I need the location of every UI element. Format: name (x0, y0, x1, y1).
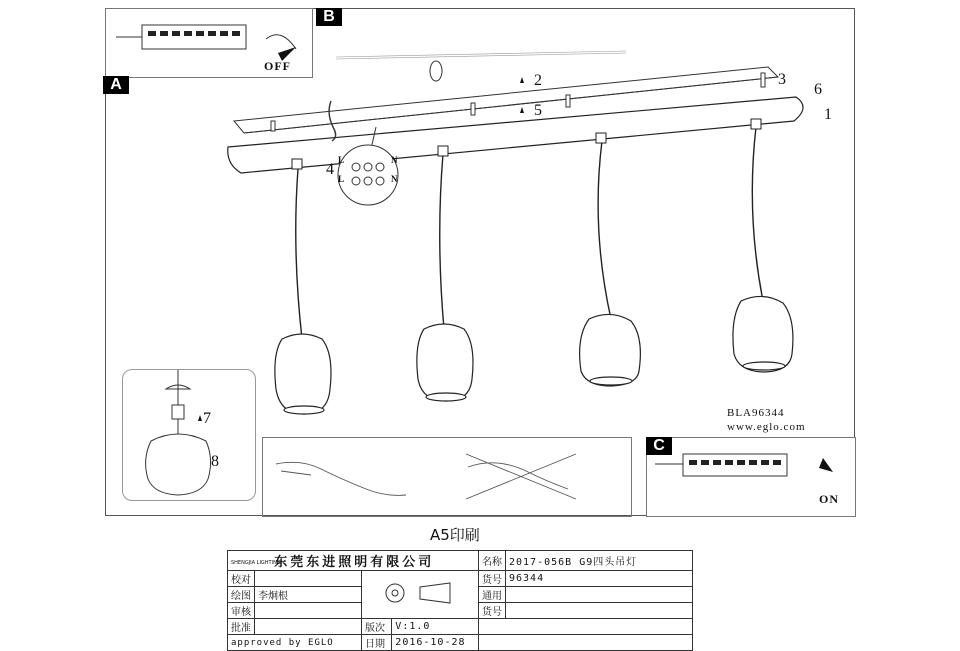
step-4: 4 (326, 161, 334, 178)
version-label: 版次 (362, 619, 392, 635)
check-label: 校对 (228, 571, 255, 587)
approve-label: 批准 (228, 619, 255, 635)
print-size-label: A5印刷 (430, 526, 480, 544)
wire-letter-l-top: L (338, 155, 346, 165)
wire-letter-n-bottom: N (391, 174, 399, 184)
date-label: 日期 (362, 635, 392, 651)
date-value: 2016-10-28 (392, 635, 479, 651)
title-block (227, 550, 693, 651)
general-label-2: 货号 (479, 603, 506, 619)
logo: SHENGJIA LIGHTING (231, 559, 281, 566)
draw-label: 绘图 (228, 587, 255, 603)
version-value: V:1.0 (392, 619, 479, 635)
general-value-2 (506, 603, 693, 619)
inset-c-switch-on (646, 437, 856, 517)
company-cell (228, 551, 479, 571)
inset-c-tag: C (646, 437, 672, 455)
step-5: 5 (534, 102, 542, 119)
review-value (255, 603, 362, 619)
item-value: 96344 (506, 571, 693, 587)
item-label: 货号 (479, 571, 506, 587)
empty-cell-2 (479, 635, 693, 651)
step-6: 6 (814, 81, 822, 98)
step-8: 8 (211, 453, 219, 470)
website-url: www.eglo.com (727, 421, 806, 433)
step-7: 7 (203, 410, 211, 427)
model-code: BLA96344 (727, 407, 785, 419)
projection-symbol-icon (365, 575, 475, 611)
inset-a-tag: A (103, 76, 129, 94)
approve-value (255, 619, 362, 635)
drawing-sheet (105, 8, 855, 516)
review-label: 审核 (228, 603, 255, 619)
inset-bulb-detail (122, 369, 256, 501)
inset-b-tag: B (316, 8, 342, 26)
projection-symbol (362, 571, 479, 619)
step-2: 2 (534, 72, 542, 89)
wire-letter-l-bottom: L (338, 174, 346, 184)
inset-b-switch-off (105, 8, 313, 78)
approved-by: approved by EGLO (228, 635, 362, 651)
check-value (255, 571, 362, 587)
general-label: 通用 (479, 587, 506, 603)
step-3: 3 (778, 71, 786, 88)
inset-bulb-handling (262, 437, 632, 517)
company-name: 东莞东进照明有限公司 (274, 555, 435, 570)
step-1: 1 (824, 106, 832, 123)
on-label: ON (819, 492, 839, 506)
off-label: OFF (264, 59, 291, 73)
draw-value: 李炯根 (255, 587, 362, 603)
general-value (506, 587, 693, 603)
name-label: 名称 (479, 551, 506, 571)
empty-cell (479, 619, 693, 635)
wire-letter-n-top: N (391, 155, 399, 165)
name-value: 2017-056B G9四头吊灯 (506, 551, 693, 571)
